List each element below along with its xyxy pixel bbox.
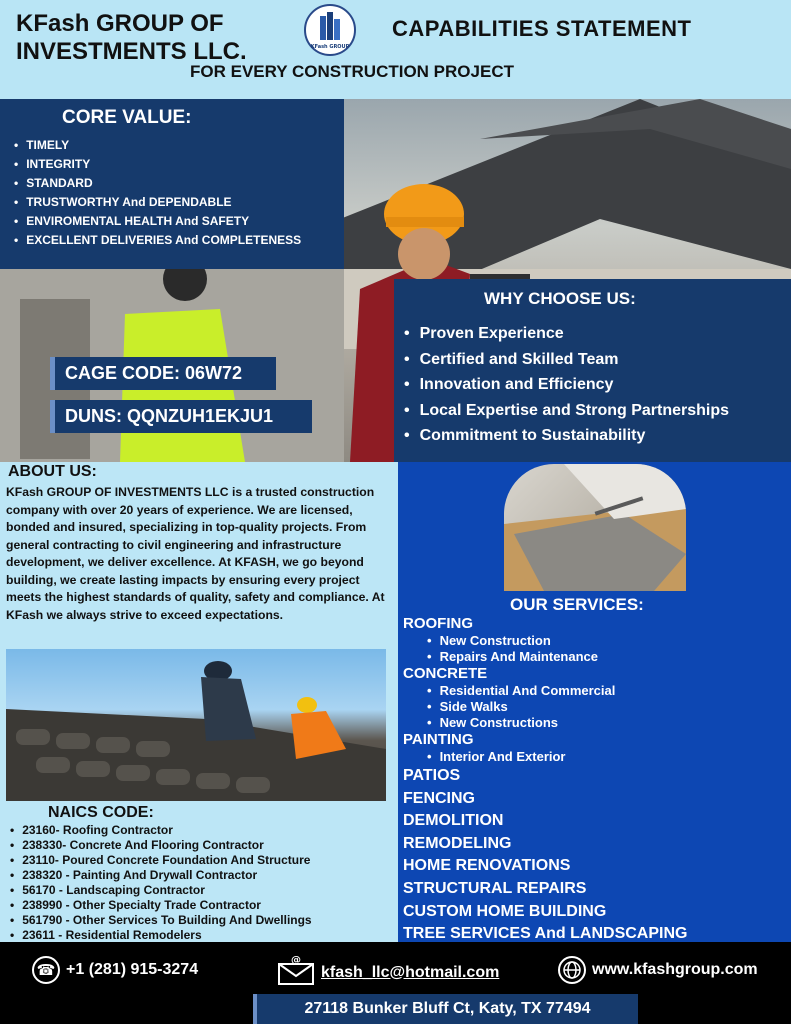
list-item: • TRUSTWORTHY And DEPENDABLE [14,193,301,212]
roofing-subitems [403,633,788,665]
website-contact[interactable] [558,956,758,984]
list-item: • Proven Experience [404,321,729,347]
list-item: • Repairs And Maintenance [427,649,788,665]
why-choose-us-list [404,321,729,449]
list-item: • New Construction [427,633,788,649]
list-item: • STANDARD [14,174,301,193]
concrete-work-photo [504,464,686,591]
service-category-roofing: ROOFING [403,615,473,632]
page-title: CAPABILITIES STATEMENT [392,16,692,41]
list-item: • 23160- Roofing Contractor [10,823,312,838]
list-item: • 238990 - Other Specialty Trade Contractor [10,898,312,913]
services-heading: OUR SERVICES: [510,595,644,614]
phone-number: +1 (281) 915-3274 [66,961,199,978]
list-item: • 238320 - Painting And Drywall Contractor [10,868,312,883]
email-contact[interactable] [277,954,499,991]
core-value-heading: CORE VALUE: [62,107,192,128]
svg-text:@: @ [291,955,301,966]
service-category: HOME RENOVATIONS [403,857,571,875]
cage-code: CAGE CODE: 06W72 [50,357,276,390]
list-item: • Local Expertise and Strong Partnerships [404,398,729,424]
service-category: CUSTOM HOME BUILDING [403,902,607,920]
list-item: • EXCELLENT DELIVERIES And COMPLETENESS [14,231,301,250]
service-category: FENCING [403,789,475,807]
list-item: • Side Walks [427,699,788,715]
list-item: • 23110- Poured Concrete Foundation And Structure [10,853,312,868]
company-name-line2: INVESTMENTS LLC. [16,38,247,65]
email-link[interactable]: kfash_llc@hotmail.com [321,963,500,981]
list-item: • 56170 - Landscaping Contractor [10,883,312,898]
naics-list [10,823,312,943]
company-logo [304,4,356,56]
concrete-subitems [403,683,788,731]
why-choose-us-heading: WHY CHOOSE US: [484,289,636,308]
service-category: DEMOLITION [403,812,504,830]
about-text: KFash GROUP OF INVESTMENTS LLC is a trusted construction company with over 20 years of experience. We are licensed, bonded and insured, specializing in top-quality projects. From general contracting to civil engineering and infrastructure development, we deliver excellence. At KFASH, we go beyond building, we create lasting impacts by ensuring every project meets the highest standards of quality, safety and compliance. At KFash we always strive to exceed expectations. [6,485,385,622]
list-item: • Certified and Skilled Team [404,347,729,373]
tagline: FOR EVERY CONSTRUCTION PROJECT [190,62,514,81]
list-item: • Interior And Exterior [427,749,788,765]
list-item: • ENVIROMENTAL HEALTH And SAFETY [14,212,301,231]
logo-text: KFash GROUP [310,44,350,50]
phone-icon: ☎ [32,956,60,984]
list-item: • INTEGRITY [14,155,301,174]
list-item: • 561790 - Other Services To Building And Dwellings [10,913,312,928]
list-item: • Innovation and Efficiency [404,372,729,398]
company-name-line1: KFash GROUP OF [16,10,224,37]
company-name [16,10,286,66]
list-item: • Commitment to Sustainability [404,423,729,449]
list-item: • 23611 - Residential Remodelers [10,928,312,943]
roofing-workers-photo [6,649,386,801]
service-category: TREE SERVICES And LANDSCAPING [403,925,688,943]
service-category: REMODELING [403,834,512,852]
service-category: STRUCTURAL REPAIRS [403,879,587,897]
phone-contact[interactable] [32,956,198,984]
list-item: • New Constructions [427,715,788,731]
email-icon [277,954,315,991]
painting-subitems [403,749,788,765]
naics-heading: NAICS CODE: [48,804,154,821]
globe-icon [558,956,586,984]
list-item: • 238330- Concrete And Flooring Contractor [10,838,312,853]
service-category-concrete: CONCRETE [403,665,488,682]
list-item: • Residential And Commercial [427,683,788,699]
duns-number: DUNS: QQNZUH1EKJU1 [50,400,312,433]
website-link[interactable]: www.kfashgroup.com [592,961,758,978]
core-value-list [14,136,301,250]
core-value-panel [0,99,344,269]
about-heading: ABOUT US: [8,463,97,480]
list-item: • TIMELY [14,136,301,155]
services-list [403,615,788,946]
service-category-painting: PAINTING [403,731,474,748]
service-category: PATIOS [403,767,461,784]
why-choose-us-panel [394,279,791,462]
address-box: 27118 Bunker Bluff Ct, Katy, TX 77494 [253,994,638,1024]
